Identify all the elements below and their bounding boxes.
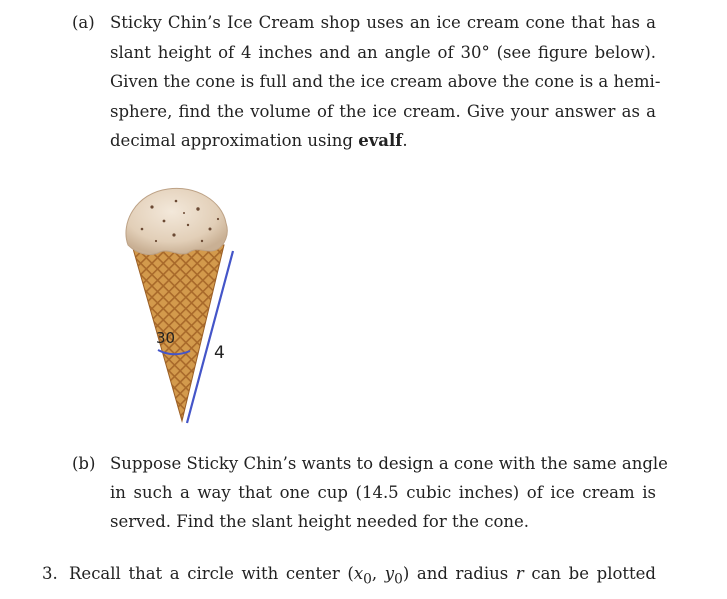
ice-cream-scoop	[126, 188, 227, 254]
part-b-line-3: served. Find the slant height needed for the cone.	[110, 512, 530, 531]
part-b-line-2: in such a way that one cup (14.5 cubic inches) of ice cream is	[110, 483, 656, 502]
y0-var: y	[384, 564, 395, 583]
part-a-label: (a)	[72, 13, 95, 32]
ice-cream-cone-figure	[118, 183, 248, 428]
part-a-line-1: Sticky Chin’s Ice Cream shop uses an ice cream cone that has a	[110, 13, 656, 32]
part-b-line-1: Suppose Sticky Chin’s wants to design a cone with the same angle	[110, 454, 668, 473]
problem-3-text-1: Recall that a circle with center (	[69, 564, 354, 583]
part-a-line-3: Given the cone is full and the ice cream above the cone is a hemi-	[110, 72, 661, 91]
x0-var: x	[353, 564, 364, 583]
evalf-keyword: evalf	[358, 131, 403, 150]
x0-sub: 0	[363, 571, 372, 588]
part-a-line-5-text: decimal approximation using	[110, 131, 359, 150]
ice-cream-cone-illustration	[118, 183, 248, 428]
part-b-label: (b)	[72, 454, 96, 473]
y0-sub: 0	[394, 571, 403, 588]
slant-height-label: 4	[214, 343, 225, 363]
problem-3-line-1	[69, 559, 656, 595]
problem-3-text-2: ) and radius	[402, 564, 516, 583]
part-a-line-5-period: .	[402, 131, 408, 150]
problem-3-text-3: can be plotted	[523, 564, 656, 583]
part-a-line-4: sphere, find the volume of the ice cream. Give your answer as a	[110, 102, 656, 121]
comma: ,	[371, 564, 385, 583]
radius-var: r	[515, 564, 524, 583]
part-a-line-5	[110, 126, 408, 156]
problem-3-label: 3.	[42, 564, 58, 583]
part-a-line-2: slant height of 4 inches and an angle of 30° (see figure below).	[110, 43, 656, 62]
angle-label: 30	[156, 329, 176, 347]
